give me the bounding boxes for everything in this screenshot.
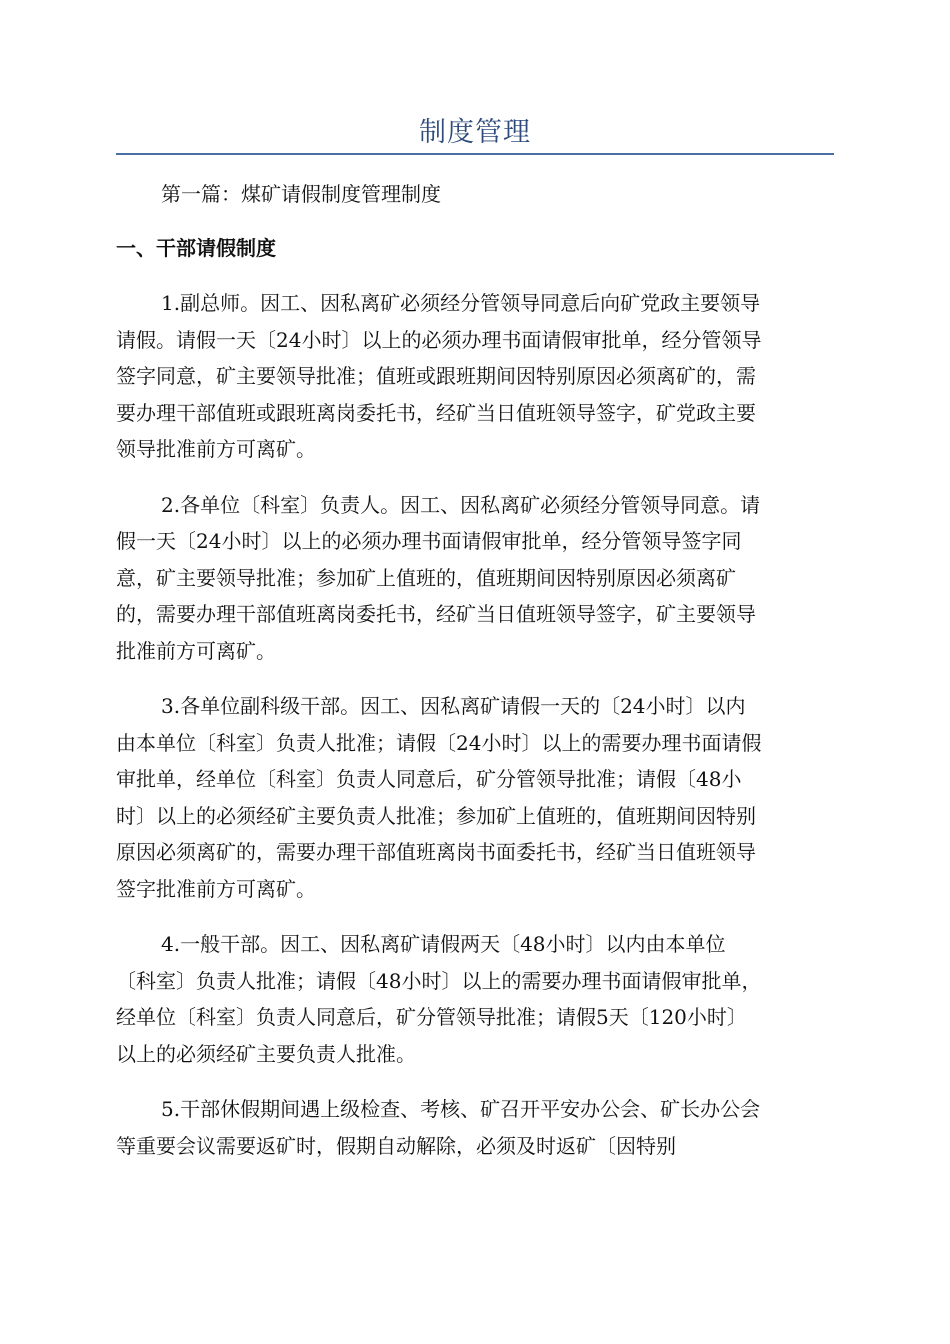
document-title: 制度管理 xyxy=(419,117,531,148)
paragraph-line: 2.各单位〔科室〕负责人。因工、因私离矿必须经分管领导同意。请 xyxy=(161,492,761,517)
paragraph-line: 〔科室〕负责人批准；请假〔48小时〕以上的需要办理书面请假审批单， xyxy=(116,968,762,993)
paragraph-line: 等重要会议需要返矿时，假期自动解除，必须及时返矿〔因特别 xyxy=(116,1133,676,1158)
paragraph-line: 签字同意，矿主要领导批准；值班或跟班期间因特别原因必须离矿的，需 xyxy=(116,364,756,388)
paragraph-line: 经单位〔科室〕负责人同意后，矿分管领导批准；请假5天〔120小时〕 xyxy=(116,1005,747,1029)
paragraph-line: 领导批准前方可离矿。 xyxy=(116,437,316,461)
paragraph-line: 批准前方可离矿。 xyxy=(116,638,276,663)
paragraph-line: 以上的必须经矿主要负责人批准。 xyxy=(116,1041,416,1066)
paragraph-line: 1.副总师。因工、因私离矿必须经分管领导同意后向矿党政主要领导 xyxy=(161,291,761,315)
paragraph-line: 签字批准前方可离矿。 xyxy=(116,876,316,901)
paragraph-3 xyxy=(116,688,834,907)
paragraph-line: 原因必须离矿的，需要办理干部值班离岗书面委托书，经矿当日值班领导 xyxy=(116,840,756,864)
section-heading: 一、干部请假制度 xyxy=(116,236,276,260)
paragraph-4 xyxy=(116,926,834,1072)
paragraph-line: 时〕以上的必须经矿主要负责人批准；参加矿上值班的，值班期间因特别 xyxy=(116,803,756,828)
paragraph-line: 假一天〔24小时〕以上的必须办理书面请假审批单，经分管领导签字同 xyxy=(116,529,742,553)
paragraph-line: 要办理干部值班或跟班离岗委托书，经矿当日值班领导签字，矿党政主要 xyxy=(116,400,756,425)
paragraph-line: 由本单位〔科室〕负责人批准；请假〔24小时〕以上的需要办理书面请假 xyxy=(116,730,762,755)
paragraph-5 xyxy=(116,1091,834,1164)
document-body xyxy=(116,176,834,1164)
paragraph-line: 意，矿主要领导批准；参加矿上值班的，值班期间因特别原因必须离矿 xyxy=(116,565,736,590)
title-underline xyxy=(116,153,834,155)
paragraph-line: 4.一般干部。因工、因私离矿请假两天〔48小时〕以内由本单位 xyxy=(161,932,726,956)
paragraph-line: 3.各单位副科级干部。因工、因私离矿请假一天的〔24小时〕以内 xyxy=(161,694,746,718)
paragraph-2 xyxy=(116,487,834,670)
chapter-subtitle: 第一篇：煤矿请假制度管理制度 xyxy=(161,182,441,206)
paragraph-line: 请假。请假一天〔24小时〕以上的必须办理书面请假审批单，经分管领导 xyxy=(116,327,762,352)
paragraph-line: 审批单，经单位〔科室〕负责人同意后，矿分管领导批准；请假〔48小 xyxy=(116,767,742,791)
paragraph-line: 5.干部休假期间遇上级检查、考核、矿召开平安办公会、矿长办公会 xyxy=(161,1097,761,1121)
paragraph-line: 的，需要办理干部值班离岗委托书，经矿当日值班领导签字，矿主要领导 xyxy=(116,602,756,626)
paragraph-1 xyxy=(116,285,834,468)
